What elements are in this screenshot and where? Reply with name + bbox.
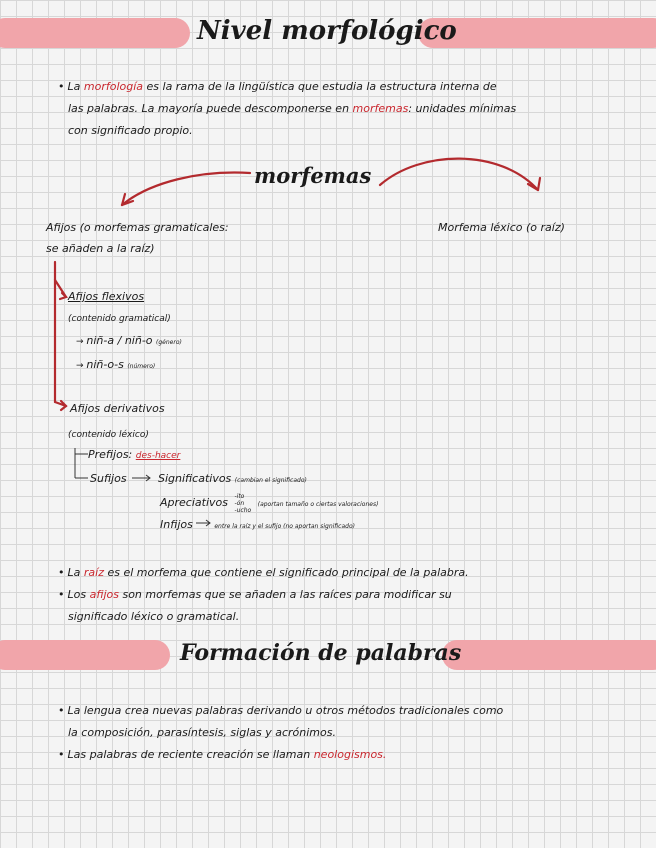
term-morfemas: morfemas	[352, 102, 409, 115]
sufijos-label: Sufijos	[90, 472, 127, 485]
prefijos-row: Prefijos: des-hacer	[88, 448, 181, 461]
term-raiz: raíz	[83, 566, 104, 579]
afijos-heading-line2: se añaden a la raíz)	[46, 242, 155, 255]
infijos-row: Infijos entre la raíz y el sufijo (no aportan significado)	[160, 518, 355, 531]
flexivos-example-genero: → niñ-a / niñ-o (género)	[76, 334, 182, 347]
intro-paragraph: • La morfología es la rama de la lingüística que estudia la estructura interna de las palabras. La mayoría puede descomponerse en morfemas: unidades mínimas con significado propio.	[58, 76, 638, 142]
section-title-formacion: Formación de palabras	[180, 640, 462, 666]
derivativos-title: Afijos derivativos	[70, 402, 165, 415]
term-neologismos: neologismos.	[313, 748, 387, 761]
significativos-row: Significativos (cambian el significado)	[158, 472, 307, 485]
arrow-to-afijos	[122, 173, 250, 205]
flexivos-title: Afijos flexivos	[68, 290, 145, 303]
formacion-paragraph: • La lengua crea nuevas palabras derivando u otros métodos tradicionales como la composición, parasíntesis, siglas y acrónimos. • Las palabras de reciente creación se llaman neologismos.	[58, 700, 648, 766]
flexivos-example-numero: → niñ-o-s (número)	[76, 358, 156, 371]
notes-paragraph: • La raíz es el morfema que contiene el significado principal de la palabra. • Los afijos son morfemas que se añaden a las raíces para modificar su significado léxico o gramatical.	[58, 562, 638, 628]
page-title: Nivel morfológico	[197, 16, 457, 46]
title2-band-left	[0, 640, 170, 670]
afijos-heading-line1: Afijos (o morfemas gramaticales:	[46, 221, 229, 234]
term-afijos: afijos	[89, 588, 119, 601]
apreciativos-row: Apreciativos -ito -ón -ucho (aportan tamaño o ciertas valoraciones)	[160, 492, 379, 514]
derivativos-sub: (contenido léxico)	[68, 430, 149, 440]
morfema-lexico-label: Morfema léxico (o raíz)	[438, 221, 565, 234]
morfemas-heading: morfemas	[254, 163, 372, 188]
apreciativos-branch: -ito -ón -ucho	[234, 492, 252, 514]
title2-band-right	[442, 640, 656, 670]
term-morfologia: morfología	[83, 80, 144, 93]
arrow-to-lexico	[380, 159, 538, 190]
flexivos-sub: (contenido gramatical)	[68, 314, 171, 324]
